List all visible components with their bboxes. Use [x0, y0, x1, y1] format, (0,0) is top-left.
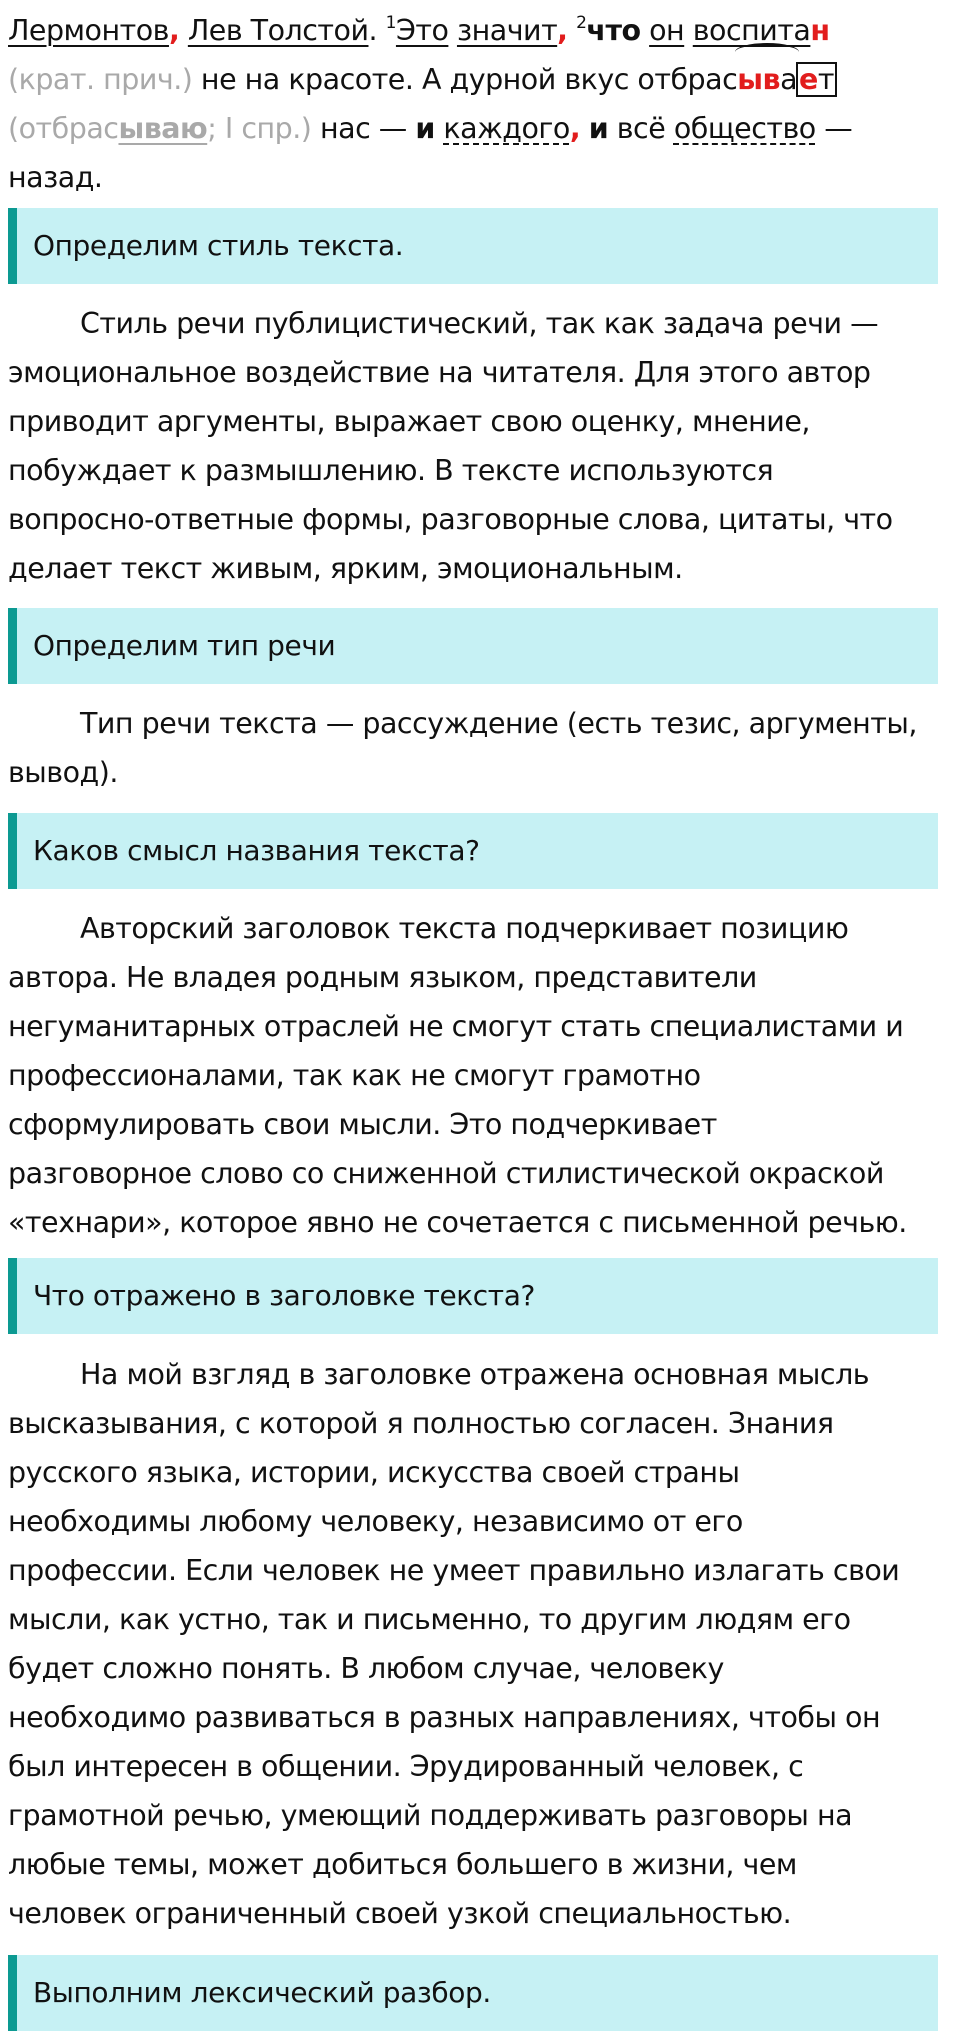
- section-heading-type: [8, 608, 938, 684]
- suffix-n-marked: н: [810, 6, 829, 55]
- text-line: автора. Не владея родным языком, представители: [8, 961, 757, 994]
- text-line: побуждает к размышлению. В тексте используются: [8, 454, 774, 487]
- intro-line-4: назад.: [8, 161, 103, 194]
- text: —: [815, 112, 853, 145]
- text-line: мысли, как устно, так и письменно, то другим людям его: [8, 1603, 851, 1636]
- text-line: необходимо развиваться в разных направлениях, чтобы он: [8, 1701, 881, 1734]
- text-line: сформулировать свои мысли. Это подчеркивает: [8, 1108, 717, 1141]
- note-conjugation: ; I спр.): [207, 112, 312, 145]
- text: .: [368, 14, 386, 47]
- note-otbras: (отбрас: [8, 112, 119, 145]
- text-line: Тип речи текста — рассуждение (есть тезис, аргументы,: [80, 707, 917, 740]
- suffix-letter: а: [780, 63, 798, 96]
- text-line: человек ограниченный своей узкой специальностью.: [8, 1897, 792, 1930]
- section-heading-text: Выполним лексический разбор.: [33, 1976, 491, 2009]
- suffix-marked: [737, 55, 797, 104]
- word-kazhdogo: каждого: [443, 112, 570, 145]
- text-line: негуманитарных отраслей не смогут стать специалистами и: [8, 1010, 904, 1043]
- text-line: Авторский заголовок текста подчеркивает позицию: [80, 912, 849, 945]
- clause-index-2: 2: [576, 13, 587, 33]
- text-line: делает текст живым, ярким, эмоциональным.: [8, 552, 683, 585]
- intro-line-2: [8, 55, 958, 104]
- section-heading-text: Определим тип речи: [33, 629, 336, 662]
- text-line: любые темы, может добиться большего в жизни, чем: [8, 1848, 797, 1881]
- word-vospitan: [693, 14, 830, 47]
- word-on: он: [649, 14, 685, 47]
- text: всё: [608, 112, 674, 145]
- text-line: русского языка, истории, искусства своей страны: [8, 1456, 740, 1489]
- text-line: профессионалами, так как не смогут грамотно: [8, 1059, 701, 1092]
- conjunction-i: и: [415, 112, 435, 145]
- ending-marked: [797, 63, 836, 96]
- text-line: грамотной речью, умеющий поддерживать разговоры на: [8, 1799, 853, 1832]
- word-eto: Это: [395, 14, 449, 47]
- text-line: высказывания, с которой я полностью согласен. Знания: [8, 1407, 834, 1440]
- text-line: вопросно-ответные формы, разговорные слова, цитаты, что: [8, 503, 893, 536]
- text-line: приводит аргументы, выражает свою оценку, мнение,: [8, 405, 810, 438]
- section-heading-text: Каков смысл названия текста?: [33, 834, 480, 867]
- conjunction-i: и: [588, 112, 609, 145]
- ending-letter: е: [799, 63, 818, 96]
- word-vospitan-stem: воспита: [692, 14, 811, 47]
- word-znachit: значит: [456, 14, 558, 47]
- note-krat-prich: (крат. прич.): [8, 63, 193, 96]
- text-line: эмоциональное воздействие на читателя. Для этого автор: [8, 356, 871, 389]
- suffix-letters: ыв: [737, 63, 781, 96]
- section-body-title-reflects: [8, 1350, 953, 1938]
- word-lev-tolstoy: Лев Толстой: [187, 14, 369, 47]
- comma-mark: ,: [569, 112, 581, 145]
- intro-sentence-analysis: [8, 6, 958, 202]
- text-line: «технари», которое явно не сочетается с письменной речью.: [8, 1206, 907, 1239]
- text-line: вывод).: [8, 756, 118, 789]
- word-obshchestvo: общество: [673, 112, 816, 145]
- clause-index-1: 1: [385, 13, 396, 33]
- conjunction-chto: что: [586, 14, 641, 47]
- section-heading-style: [8, 208, 938, 284]
- comma-mark: ,: [168, 14, 180, 47]
- text-line: был интересен в общении. Эрудированный человек, с: [8, 1750, 804, 1783]
- text: нас —: [311, 112, 416, 145]
- text-line: Стиль речи публицистический, так как задача речи —: [80, 307, 879, 340]
- section-heading-text: Определим стиль текста.: [33, 229, 404, 262]
- section-heading-lexical: [8, 1955, 938, 2031]
- intro-line-3: [8, 104, 958, 153]
- text-line: На мой взгляд в заголовке отражена основная мысль: [80, 1358, 870, 1391]
- text-line: профессии. Если человек не умеет правильно излагать свои: [8, 1554, 900, 1587]
- section-body-style: [8, 299, 953, 593]
- suffix-arc-icon: [735, 43, 799, 61]
- text: не на красоте. А дурной вкус отбрас: [192, 63, 738, 96]
- note-suffix: ываю: [118, 112, 208, 145]
- ending-letter: т: [817, 63, 834, 96]
- section-heading-text: Что отражено в заголовке текста?: [33, 1279, 535, 1312]
- section-body-type: [8, 699, 953, 797]
- text-line: необходимы любому человеку, независимо от его: [8, 1505, 743, 1538]
- text-line: будет сложно понять. В любом случае, человеку: [8, 1652, 724, 1685]
- word-lermontov: Лермонтов: [8, 14, 169, 47]
- section-heading-title-meaning: [8, 813, 938, 889]
- intro-line-1: [8, 6, 958, 55]
- text-line: разговорное слово со сниженной стилистической окраской: [8, 1157, 884, 1190]
- comma-mark: ,: [557, 14, 568, 47]
- section-heading-title-reflects: [8, 1258, 938, 1334]
- section-body-title-meaning: [8, 904, 953, 1247]
